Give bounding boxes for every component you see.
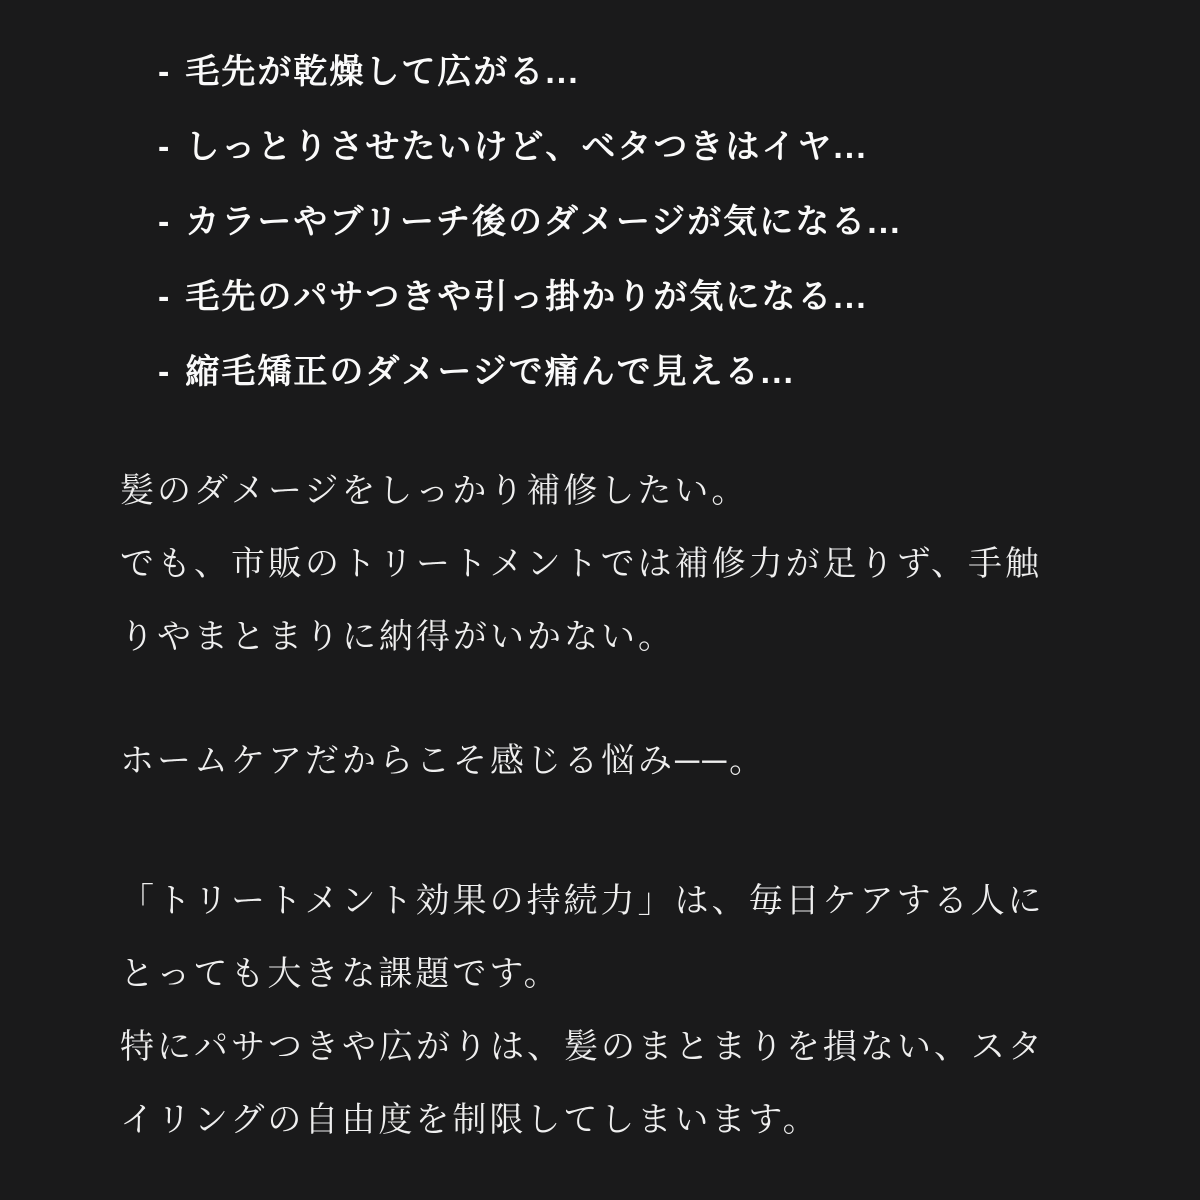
paragraph-line: とっても大きな課題です。 — [120, 955, 561, 993]
list-item-text: 毛先が乾燥して広がる... — [185, 53, 580, 91]
list-item-text: カラーやブリーチ後のダメージが気になる... — [185, 203, 902, 241]
list-item — [158, 35, 1140, 110]
list-item-text: しっとりさせたいけど、ベタつきはイヤ... — [185, 128, 868, 166]
bullet-dash: - — [158, 128, 172, 166]
list-item — [158, 110, 1140, 185]
paragraph-line: 髪のダメージをしっかり補修したい。 — [120, 472, 749, 510]
list-item — [158, 260, 1140, 335]
list-item-text: 縮毛矯正のダメージで痛んで見える... — [185, 353, 795, 391]
bullet-dash: - — [158, 353, 172, 391]
bullet-dash: - — [158, 53, 172, 91]
paragraph-line: りやまとまりに納得がいかない。 — [120, 618, 675, 656]
paragraph-line: 「トリートメント効果の持続力」は、毎日ケアする人に — [120, 882, 1045, 920]
concerns-list — [120, 35, 1140, 410]
list-item-text: 毛先のパサつきや引っ掛かりが気になる... — [185, 278, 868, 316]
paragraph-damage-repair — [120, 455, 1140, 674]
paragraph-line: ホームケアだからこそ感じる悩み──。 — [120, 742, 767, 780]
paragraph-treatment-persistence — [120, 865, 1140, 1157]
paragraph-line: 特にパサつきや広がりは、髪のまとまりを損ない、スタ — [120, 1028, 1045, 1066]
paragraph-line: でも、市販のトリートメントでは補修力が足りず、手触 — [120, 545, 1042, 583]
paragraph-line: イリングの自由度を制限してしまいます。 — [120, 1101, 820, 1139]
bullet-dash: - — [158, 278, 172, 316]
bullet-dash: - — [158, 203, 172, 241]
paragraph-homecare — [120, 725, 1140, 798]
list-item — [158, 335, 1140, 410]
list-item — [158, 185, 1140, 260]
